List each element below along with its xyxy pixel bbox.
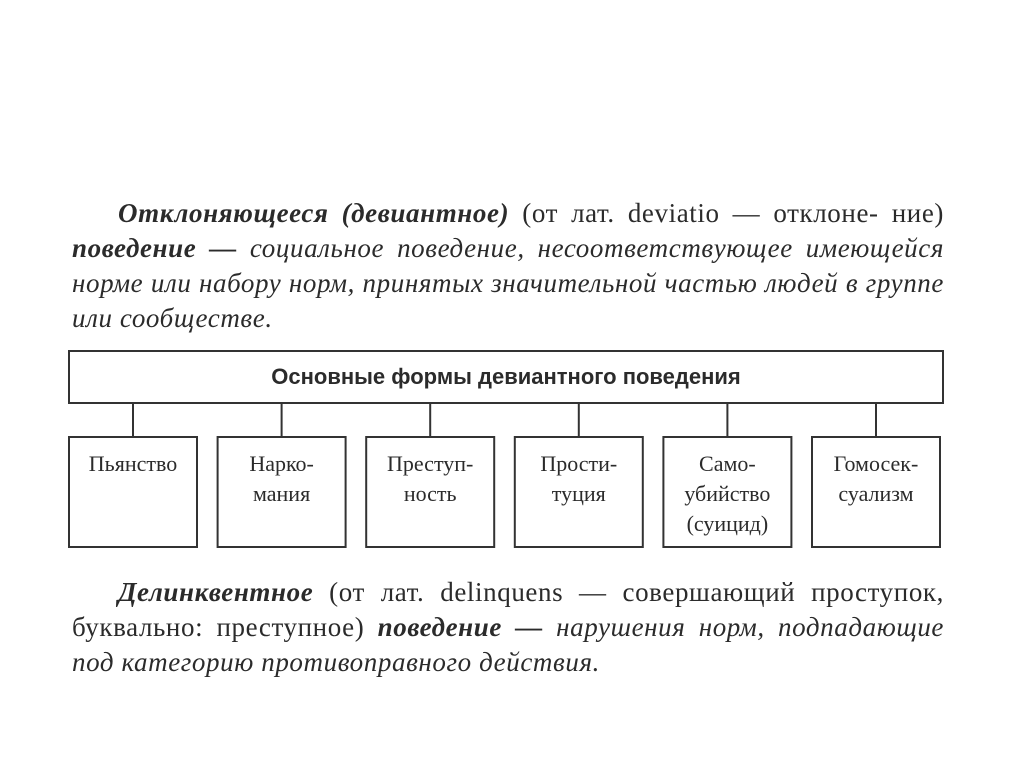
origin-deviant: (от лат. deviatio — отклоне- bbox=[509, 198, 879, 228]
definition-delinquent-text: нарушения норм, подпадающие под категорию противоправного действия. bbox=[72, 612, 945, 677]
definition-deviant-paragraph bbox=[72, 196, 944, 336]
dash-deviant: — bbox=[196, 233, 237, 263]
form-label: Пьянство bbox=[88, 451, 178, 476]
form-label: Само- убийство (суицид) bbox=[684, 451, 771, 536]
keyword-deviant: поведение bbox=[72, 233, 197, 263]
term-delinquent: Делинквентное bbox=[118, 577, 314, 607]
form-label: Прости- туция bbox=[540, 451, 618, 506]
keyword-delinquent: поведение bbox=[377, 612, 502, 642]
form-label: Гомосек- суализм bbox=[833, 451, 919, 506]
definition-deviant-text: социальное поведение, несоответствующее имеющейся норме или набору норм, принятых значительной частью людей в группе или сообществе. bbox=[72, 233, 944, 333]
form-label: Преступ- ность bbox=[386, 451, 474, 506]
dash-delinquent: — bbox=[501, 612, 543, 642]
form-boxes bbox=[69, 437, 940, 547]
definition-delinquent-paragraph bbox=[72, 575, 944, 680]
form-label: Нарко- мания bbox=[249, 451, 314, 506]
origin-deviant-end: ние) bbox=[891, 198, 944, 228]
origin-delinquent: (от лат. delinquens — совершающий проступок, буквально: преступное) bbox=[72, 577, 944, 642]
diagram-title: Основные формы девиантного поведения bbox=[271, 364, 741, 389]
term-deviant: Отклоняющееся (девиантное) bbox=[118, 198, 510, 228]
diagram-connectors bbox=[133, 403, 876, 437]
